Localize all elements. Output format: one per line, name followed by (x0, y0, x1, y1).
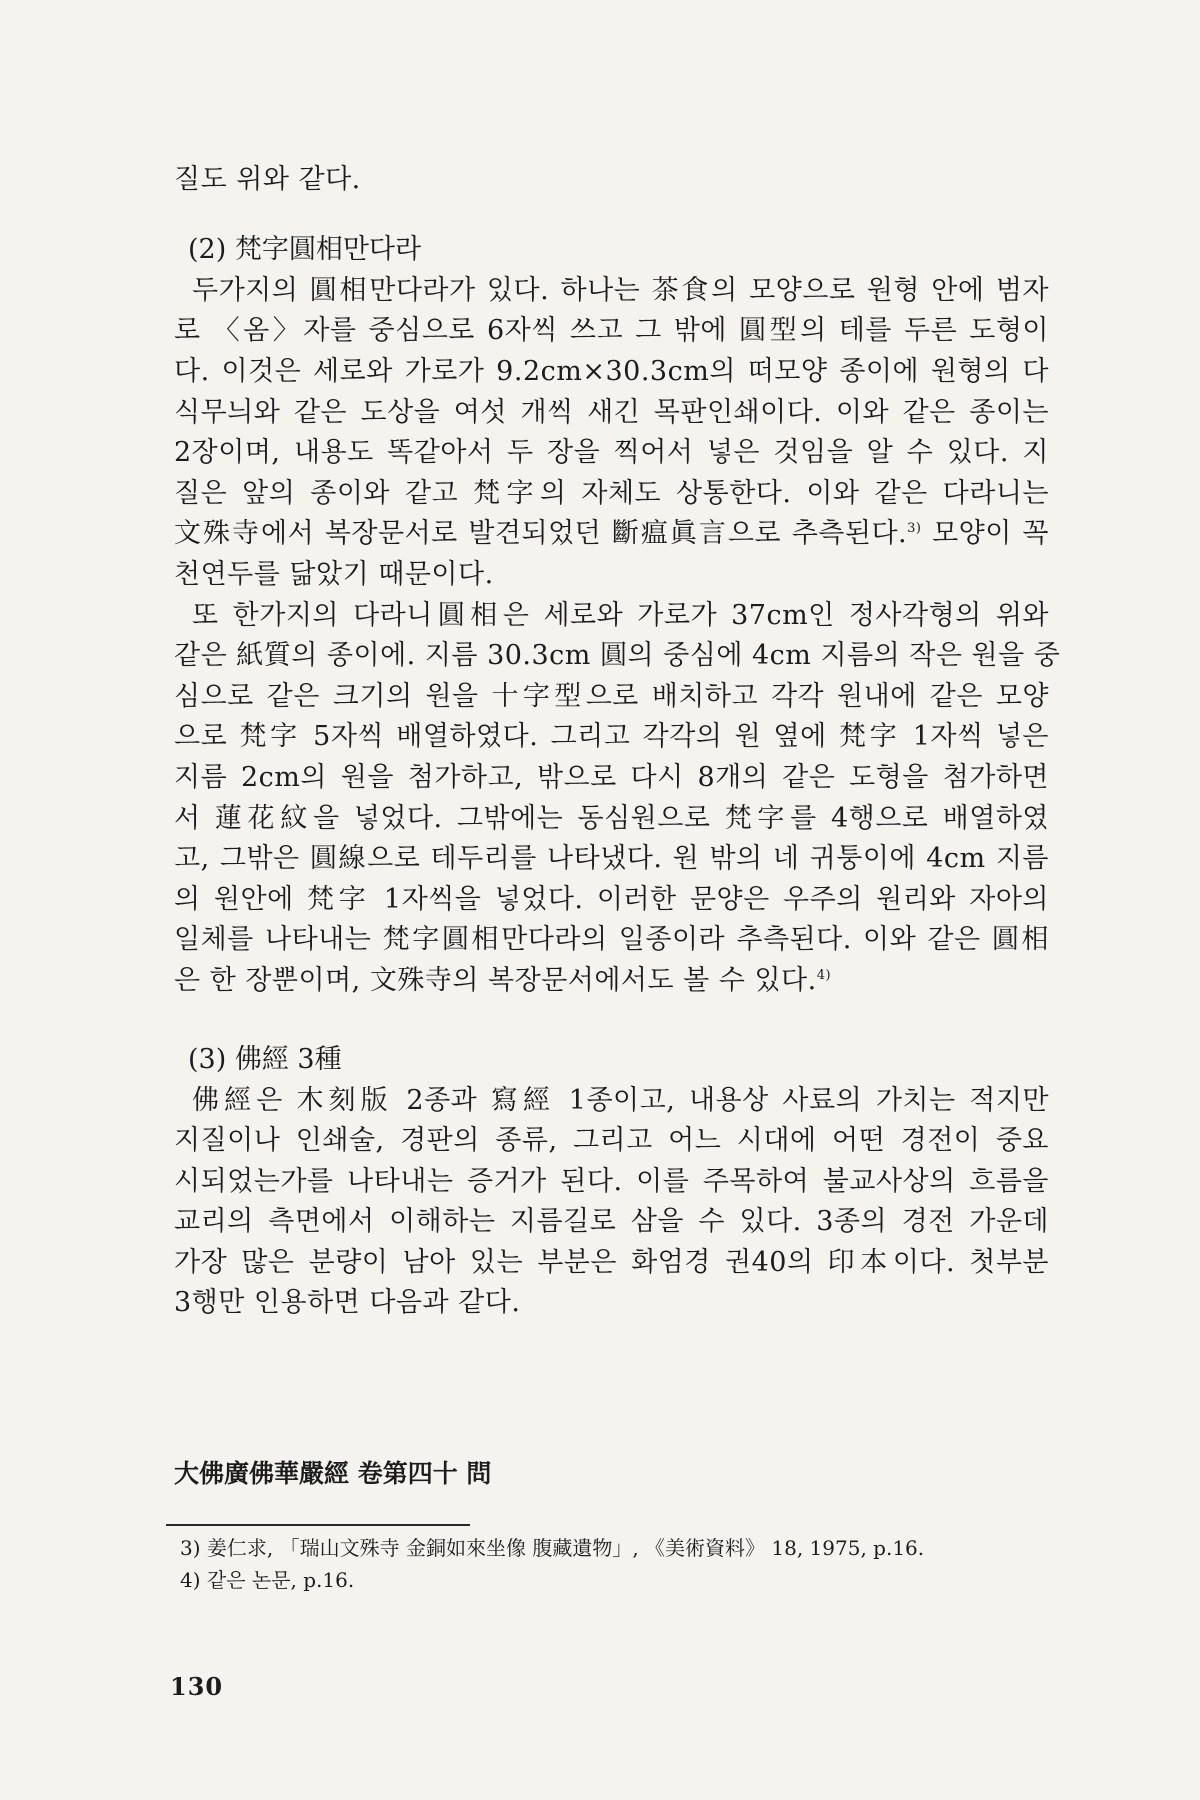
body-line: 지름 2cm의 원을 첨가하고, 밖으로 다시 8개의 같은 도형을 첨가하면 (174, 762, 1049, 793)
body-line: 다. 이것은 세로와 가로가 9.2cm×30.3cm의 떠모양 종이에 원형의 다 (174, 356, 1049, 387)
body-line: 천연두를 닮았기 때문이다. (174, 559, 494, 590)
body-line: 같은 紙質의 종이에. 지름 30.3cm 圓의 중심에 4cm 지름의 작은 원을 중 (174, 640, 1061, 671)
section-heading-3: (3) 佛經 3種 (188, 1044, 342, 1075)
body-line: 2장이며, 내용도 똑같아서 두 장을 찍어서 넣은 것임을 알 수 있다. 지 (174, 437, 1049, 468)
footnote-ref: 3) (907, 521, 922, 536)
body-line: 일체를 나타내는 梵字圓相만다라의 일종이라 추측된다. 이와 같은 圓相 (174, 924, 1049, 955)
body-line-text: 모양이 꼭 (921, 518, 1050, 549)
body-line: 가장 많은 분량이 남아 있는 부분은 화엄경 권40의 印本이다. 첫부분 (174, 1247, 1049, 1278)
body-line: 로 〈옴〉자를 중심으로 6자씩 쓰고 그 밖에 圓型의 테를 두른 도형이 (174, 315, 1049, 346)
continuation-line: 질도 위와 같다. (174, 164, 361, 195)
body-line: 식무늬와 같은 도상을 여섯 개씩 새긴 목판인쇄이다. 이와 같은 종이는 (174, 397, 1049, 428)
body-line: 佛經은 木刻版 2종과 寫經 1종이고, 내용상 사료의 가치는 적지만 (192, 1085, 1049, 1116)
footnote-ref: 4) (816, 968, 832, 983)
body-line: 의 원안에 梵字 1자씩을 넣었다. 이러한 문양은 우주의 원리와 자아의 (174, 884, 1049, 915)
body-line-text: 文殊寺에서 복장문서로 발견되었던 斷瘟眞言으로 추측된다. (174, 518, 908, 549)
body-line: 시되었는가를 나타내는 증거가 된다. 이를 주목하여 불교사상의 흐름을 (174, 1166, 1049, 1197)
footnote-4: 4) 같은 논문, p.16. (180, 1568, 355, 1592)
section-heading-2: (2) 梵字圓相만다라 (188, 234, 422, 265)
body-line: 3행만 인용하면 다음과 같다. (174, 1287, 521, 1318)
body-line: 고, 그밖은 圓線으로 테두리를 나타냈다. 원 밖의 네 귀퉁이에 4cm 지름 (174, 843, 1049, 874)
body-line: 심으로 같은 크기의 원을 十字型으로 배치하고 각각 원내에 같은 모양 (174, 681, 1049, 712)
body-line: 교리의 측면에서 이해하는 지름길로 삼을 수 있다. 3종의 경전 가운데 (174, 1206, 1049, 1237)
footnote-3: 3) 姜仁求, 「瑞山文殊寺 金銅如來坐像 腹藏遺物」, 《美術資料》 18, 1975, p.16. (180, 1536, 925, 1560)
body-line-text: 은 한 장뿐이며, 文殊寺의 복장문서에서도 볼 수 있다. (174, 965, 817, 996)
body-line: 질은 앞의 종이와 같고 梵字의 자체도 상통한다. 이와 같은 다라니는 (174, 478, 1049, 509)
sutra-title: 大佛廣佛華嚴經 卷第四十 問 (174, 1459, 492, 1488)
body-line: 또 한가지의 다라니圓相은 세로와 가로가 37cm인 정사각형의 위와 (192, 600, 1049, 631)
body-line: 서 蓮花紋을 넣었다. 그밖에는 동심원으로 梵字를 4행으로 배열하였 (174, 803, 1049, 834)
page-number: 130 (170, 1672, 224, 1701)
body-line: 으로 梵字 5자씩 배열하였다. 그리고 각각의 원 옆에 梵字 1자씩 넣은 (174, 721, 1049, 752)
body-line: 두가지의 圓相만다라가 있다. 하나는 茶食의 모양으로 원형 안에 범자 (192, 275, 1049, 306)
footnote-divider (166, 1524, 470, 1526)
body-line (174, 961, 1049, 1001)
body-line: 지질이나 인쇄술, 경판의 종류, 그리고 어느 시대에 어떤 경전이 중요 (174, 1125, 1049, 1156)
body-line (174, 514, 1049, 554)
